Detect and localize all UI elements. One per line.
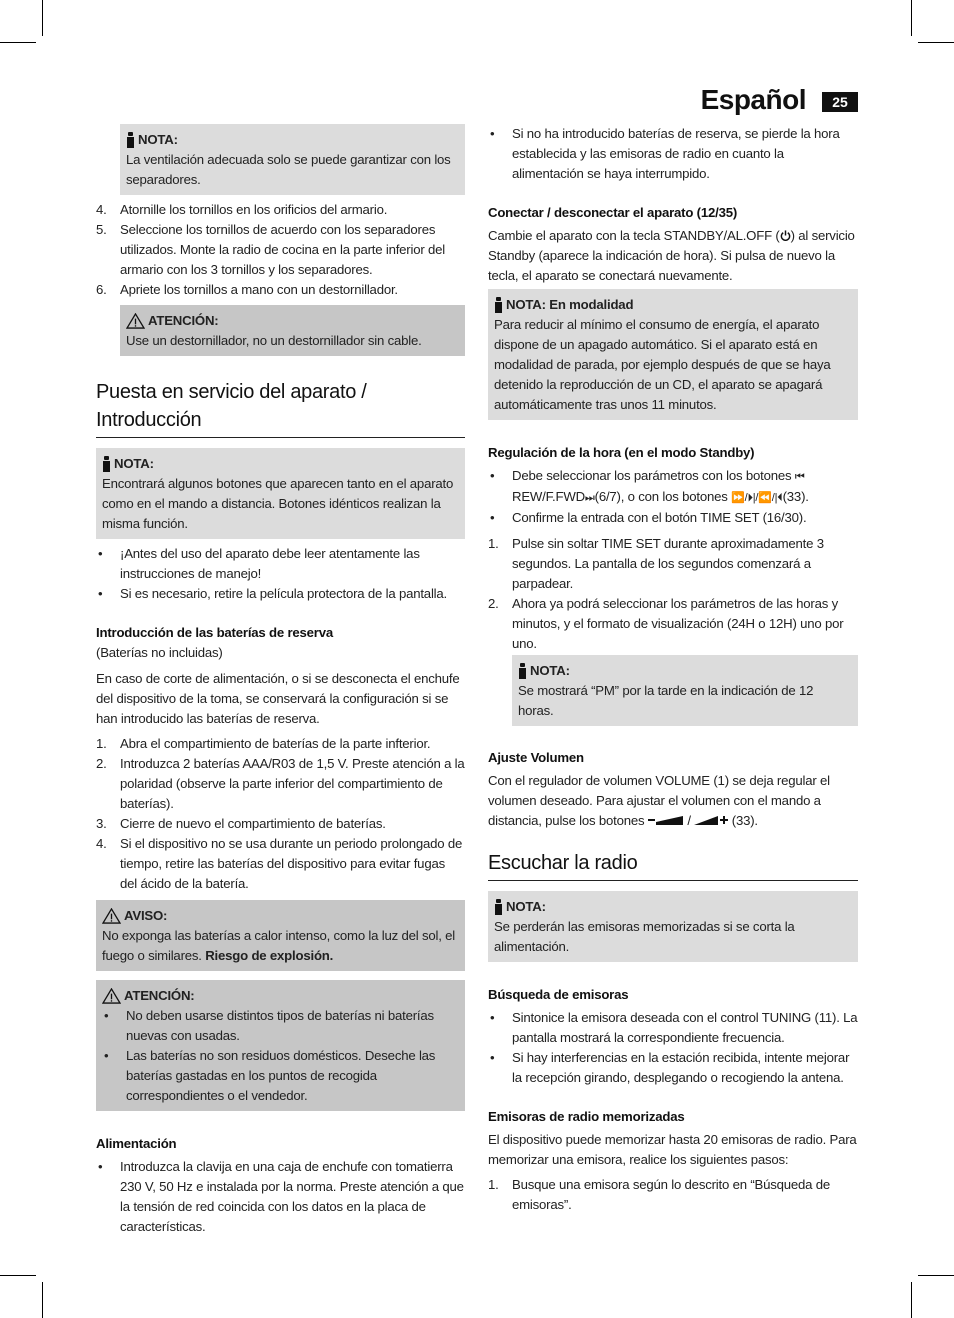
- right-column: [488, 124, 858, 1215]
- note-text: La ventilación adecuada solo se puede garantizar con los separadores.: [126, 152, 451, 187]
- step-number: 1.: [488, 1177, 499, 1192]
- list-item: • Confirme la entrada con el botón TIME SET (16/30).: [490, 510, 807, 525]
- crop-mark: [911, 1282, 912, 1318]
- bullet-text: Si no ha introducido baterías de reserva, se pierde la hora establecida y las emisoras de radio en cuanto la alimentación se haya interrumpido.: [512, 126, 840, 181]
- step-text: Atornille los tornillos en los orificios del armario.: [120, 202, 388, 217]
- time-heading: Regulación de la hora (en el modo Standby): [488, 445, 755, 460]
- note-title: NOTA:: [114, 456, 154, 471]
- step-number: 6.: [96, 282, 107, 297]
- step-text: Abra el compartimiento de baterías de la parte infterior.: [120, 736, 431, 751]
- mount-steps: [96, 200, 465, 300]
- attention-title: ATENCIÓN:: [148, 313, 219, 328]
- onoff-heading: Conectar / desconectar el aparato (12/35): [488, 205, 738, 220]
- bullet-text: ¡Antes del uso del aparato debe leer atentamente las instrucciones de manejo!: [120, 546, 420, 581]
- crop-mark: [42, 1282, 43, 1318]
- step-text: Busque una emisora según lo descrito en “Búsqueda de emisoras”.: [512, 1177, 831, 1212]
- volume-down-icon: [648, 815, 684, 825]
- next-icon: ⏭: [584, 492, 595, 504]
- list-item: [96, 280, 465, 300]
- list-item: • Introduzca la clavija en una caja de enchufe con tomatierra 230 V, 50 Hz e instalada por la norma. Preste atención a que la tensión de red coincida con los datos en la placa de características.: [98, 1159, 464, 1234]
- search-bullets: [488, 1008, 858, 1088]
- info-icon: [494, 899, 503, 915]
- info-icon: [518, 663, 527, 679]
- step-number: 1.: [488, 536, 499, 551]
- note-text: Se mostrará “PM” por la tarde en la indicación de 12 horas.: [518, 683, 814, 718]
- memory-text: El dispositivo puede memorizar hasta 20 emisoras de radio. Para memorizar una emisora, realice los siguientes pasos:: [488, 1132, 857, 1167]
- note-title: NOTA:: [530, 663, 570, 678]
- bullet-text: Confirme la entrada con el botón TIME SET (16/30).: [512, 510, 807, 525]
- warning-icon: [126, 313, 145, 329]
- warning-body: No exponga las baterías a calor intenso, como la luz del sol, el fuego o similares.: [102, 928, 455, 963]
- crop-mark: [0, 1275, 36, 1276]
- onoff-text-b: ) al servicio Standby (aparece la indicación de hora). Si pulsa de nuevo la tecla, el aparato se conectará nuevamente.: [488, 228, 855, 283]
- left-column: [96, 124, 465, 1237]
- list-item: • Si hay interferencias en la estación recibida, intente mejorar la recepción girando, desplegando o recogiendo la antena.: [490, 1050, 850, 1085]
- list-item: [96, 220, 465, 280]
- power-icon: [780, 230, 791, 241]
- memory-steps: [488, 1175, 858, 1215]
- search-heading: Búsqueda de emisoras: [488, 987, 629, 1002]
- info-icon: [126, 132, 135, 148]
- list-item: • Las baterías no son residuos domésticos. Deseche las baterías gastadas en los puntos de recogida correspondientes o el vendedor.: [104, 1048, 436, 1103]
- section-heading: [96, 378, 465, 438]
- list-item: [488, 1175, 858, 1215]
- step-text: Ahora ya podrá seleccionar los parámetros de las horas y minutos, y el formato de visualización (24H o 12H) uno por uno.: [512, 596, 844, 651]
- rew-ffwd-label: REW/F.FWD: [512, 489, 585, 504]
- list-item: • Si no ha introducido baterías de reserva, se pierde la hora establecida y las emisoras de radio en cuanto la alimentación se haya interrumpido.: [490, 126, 840, 181]
- list-item: [96, 814, 465, 834]
- volume-heading: Ajuste Volumen: [488, 750, 584, 765]
- list-item: • ¡Antes del uso del aparato debe leer atentamente las instrucciones de manejo!: [98, 546, 420, 581]
- volume-text: Con el regulador de volumen VOLUME (1) se deja regular el volumen deseado. Para ajustar el volumen con el mando a distancia, pulse los botones / (33).: [488, 773, 830, 828]
- bullet-text: Introduzca la clavija en una caja de enchufe con tomatierra 230 V, 50 Hz e instalada por la norma. Preste atención a que la tensión de red coincida con los datos en la placa de características.: [120, 1159, 464, 1234]
- onoff-text-a: Cambie el aparato con la tecla STANDBY/AL.OFF (: [488, 228, 780, 243]
- step-number: 1.: [96, 736, 107, 751]
- crop-mark: [0, 42, 36, 43]
- volume-up-icon: [694, 815, 728, 825]
- onoff-text: [488, 226, 858, 286]
- bullet-text: No deben usarse distintos tipos de baterías ni baterías nuevas con usadas.: [126, 1008, 434, 1043]
- crop-mark: [918, 42, 954, 43]
- step-text: Si el dispositivo no se usa durante un periodo prolongado de tiempo, retire las baterías del dispositivo para evitar fugas del ácido de la batería.: [120, 836, 463, 891]
- batteries-subtitle: (Baterías no incluidas): [96, 645, 223, 660]
- time-steps: [488, 534, 858, 654]
- radio-section-heading: [488, 849, 858, 881]
- radio-title: Escuchar la radio: [488, 852, 638, 874]
- list-item: • Debe seleccionar los parámetros con los botones ⏮ REW/F.FWD⏭(6/7), o con los botones ⏩/⏵|/⏪/|⏴(33).: [490, 468, 809, 504]
- section-title-line-1: Puesta en servicio del aparato /: [96, 381, 367, 403]
- list-item: [488, 534, 858, 594]
- crop-mark: [911, 0, 912, 36]
- bullet-text: Las baterías no son residuos domésticos. Deseche las baterías gastadas en los puntos de recogida correspondientes o el vendedor.: [126, 1048, 436, 1103]
- previous-icon: ⏮: [794, 471, 805, 483]
- bullet-text-end: (33).: [782, 489, 809, 504]
- note-box: [120, 124, 465, 195]
- step-number: 5.: [96, 222, 107, 237]
- note-box: [488, 891, 858, 962]
- page-number: 25: [822, 92, 858, 112]
- list-item: [96, 734, 465, 754]
- step-text: Seleccione los tornillos de acuerdo con los separadores utilizados. Monte la radio de cocina en la parte inferior del armario con los 3 tornillos y los separadores.: [120, 222, 446, 277]
- step-number: 2.: [96, 756, 107, 771]
- step-text: Apriete los tornillos a mano con un destornillador.: [120, 282, 398, 297]
- attention-list: [102, 1006, 459, 1106]
- list-item: [96, 834, 465, 894]
- attention-title: ATENCIÓN:: [124, 988, 195, 1003]
- note-box: [512, 655, 858, 726]
- power-bullets: [96, 1157, 465, 1237]
- attention-box: [120, 305, 465, 356]
- crop-mark: [918, 1275, 954, 1276]
- batteries-heading: Introducción de las baterías de reserva: [96, 625, 333, 640]
- list-item: [488, 594, 858, 654]
- list-item: • Sintonice la emisora deseada con el control TUNING (11). La pantalla mostrará la correspondiente frecuencia.: [490, 1010, 858, 1045]
- step-text: Pulse sin soltar TIME SET durante aproximadamente 3 segundos. La pantalla de los segundos comenzará a parpadear.: [512, 536, 824, 591]
- list-item: [96, 754, 465, 814]
- step-text: Introduzca 2 baterías AAA/R03 de 1,5 V. Preste atención a la polaridad (observe la parte inferior del compartimiento de baterías).: [120, 756, 465, 811]
- note-title: NOTA:: [138, 132, 178, 147]
- attention-box: [96, 980, 465, 1111]
- note-text: Encontrará algunos botones que aparecen tanto en el aparato como en el mando a distancia. Botones idénticos realizan la misma función.: [102, 476, 454, 531]
- bullet-text-cont: (6/7), o con los botones: [594, 489, 728, 504]
- info-icon: [102, 456, 111, 472]
- bullet-text: Si es necesario, retire la película protectora de la pantalla.: [120, 586, 448, 601]
- warning-icon: [102, 908, 121, 924]
- info-icon: [494, 297, 503, 313]
- attention-text: Use un destornillador, no un destornillador sin cable.: [126, 333, 422, 348]
- warning-text: [102, 926, 459, 966]
- step-number: 2.: [488, 596, 499, 611]
- crop-mark: [42, 0, 43, 36]
- skip-buttons-icon: ⏩/⏵|/⏪/|⏴: [731, 492, 783, 504]
- list-item: • Si es necesario, retire la película protectora de la pantalla.: [98, 586, 448, 601]
- note-box: [488, 289, 858, 420]
- batteries-text: En caso de corte de alimentación, o si se desconecta el enchufe del dispositivo de la toma, se conservará la configuración si se han introducido las baterías de reserva.: [96, 671, 460, 726]
- bullet-text: Si hay interferencias en la estación recibida, intente mejorar la recepción girando, desplegando o recogiendo la antena.: [512, 1050, 850, 1085]
- volume-text-b: (33).: [731, 813, 758, 828]
- battery-steps: [96, 734, 465, 894]
- step-number: 4.: [96, 836, 107, 851]
- note-text: Se perderán las emisoras memorizadas si se corta la alimentación.: [494, 919, 795, 954]
- warning-box: [96, 900, 465, 971]
- time-bullets: [488, 466, 858, 528]
- step-number: 4.: [96, 202, 107, 217]
- step-number: 3.: [96, 816, 107, 831]
- list-item: • No deben usarse distintos tipos de baterías ni baterías nuevas con usadas.: [104, 1008, 434, 1043]
- note-title: NOTA: En modalidad: [506, 297, 634, 312]
- note-title: NOTA:: [506, 899, 546, 914]
- bullet-text: Sintonice la emisora deseada con el control TUNING (11). La pantalla mostrará la correspondiente frecuencia.: [512, 1010, 858, 1045]
- note-text: Para reducir al mínimo el consumo de energía, el aparato dispone de un apagado automático. Si el aparato está en modalidad de parada, por ejemplo después de que se haya detenido la reproducción de un CD, el aparato se apagará automáticamente tras unos 11 minutos.: [494, 317, 831, 412]
- volume-text-a: Con el regulador de volumen VOLUME (1) se deja regular el volumen deseado. Para ajustar el volumen con el mando a distancia, pulse los botones: [488, 773, 830, 828]
- note-box: [96, 448, 465, 539]
- language-heading: Español: [700, 84, 806, 115]
- warning-icon: [102, 988, 121, 1004]
- power-heading: Alimentación: [96, 1136, 177, 1151]
- step-text: Cierre de nuevo el compartimiento de baterías.: [120, 816, 386, 831]
- bullet-text: Debe seleccionar los parámetros con los botones: [512, 468, 792, 483]
- warning-emphasis: Riesgo de explosión.: [205, 948, 334, 963]
- memory-heading: Emisoras de radio memorizadas: [488, 1109, 685, 1124]
- warning-title: AVISO:: [124, 908, 168, 923]
- intro-bullets: [96, 544, 465, 604]
- section-title-line-2: Introducción: [96, 409, 202, 431]
- top-bullets: [488, 124, 858, 184]
- list-item: [96, 200, 465, 220]
